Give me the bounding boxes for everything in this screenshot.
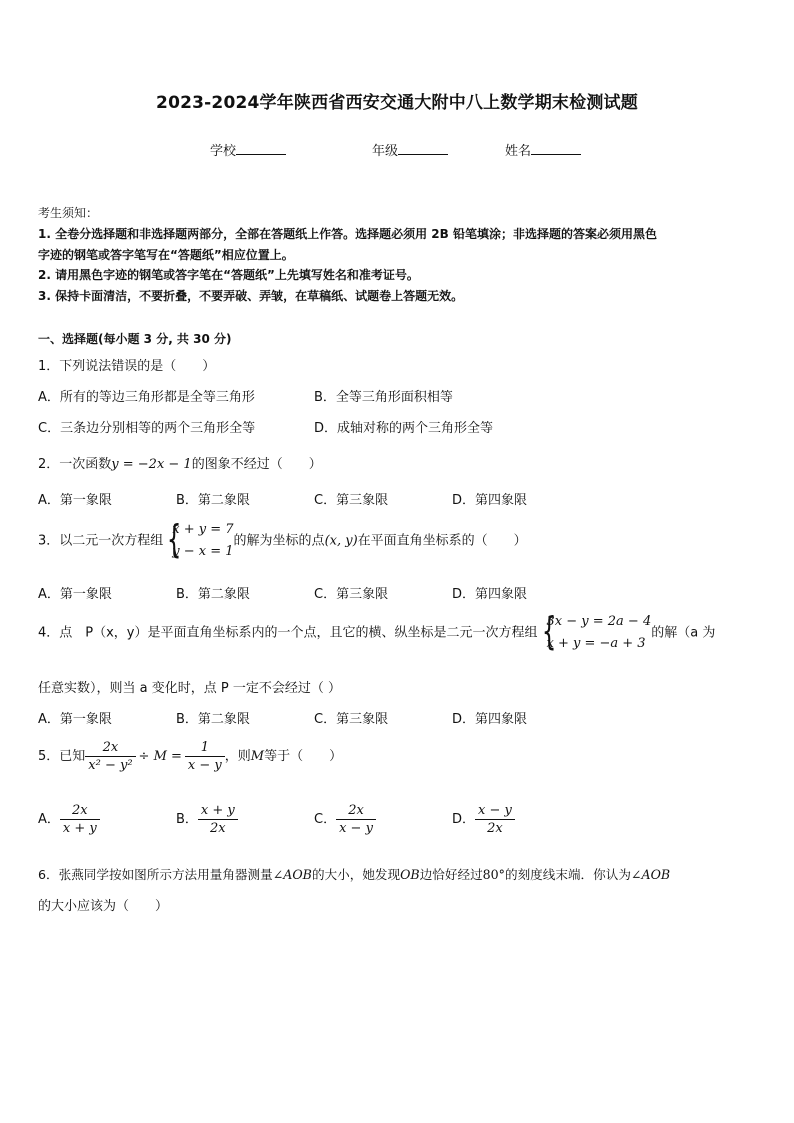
q5-pre: 5．已知 <box>38 749 86 764</box>
notice-line-1a: 1. 全卷分选择题和非选择题两部分，全部在答题纸上作答。选择题必须用 2B 铅笔填涂；非选择题的答案必须用黑色 <box>38 227 657 241</box>
q5-post2: 等于（ ） <box>264 749 343 764</box>
q6-stem <box>38 864 670 883</box>
q1-option-a: A．所有的等边三角形都是全等三角形 <box>38 390 255 405</box>
q6-mid3: 的刻度线末端．你认为 <box>504 867 631 882</box>
notice-line-1b: 字迹的钢笔或答字笔写在“答题纸”相应位置上。 <box>38 248 294 262</box>
q2-option-b: B．第二象限 <box>176 493 250 508</box>
q2-option-d: D．第四象限 <box>452 493 528 508</box>
q5-f1-numerator: 2x <box>85 740 135 757</box>
q4-equation-system <box>538 611 652 655</box>
section-heading: 一、选择题(每小题 3 分, 共 30 分) <box>38 332 232 346</box>
q5-fraction-2 <box>185 740 225 773</box>
q5-m: M <box>250 749 265 764</box>
q3-mid: 的解为坐标的点 <box>233 533 325 549</box>
q4-option-d: D．第四象限 <box>452 712 528 727</box>
q3-option-a: A．第一象限 <box>38 587 112 602</box>
q5-fraction-1 <box>85 740 135 773</box>
q4-pre: 4．点 P（x，y）是平面直角坐标系内的一个点，且它的横、纵坐标是二元一次方程组 <box>38 625 538 641</box>
q4-eq1: 3x − y = 2a − 4 <box>546 614 652 629</box>
q5-b-numerator: x + y <box>198 803 238 820</box>
q3-point: (x, y) <box>324 533 358 549</box>
q3-equation-system <box>163 519 233 563</box>
q5-a-fraction <box>60 803 100 836</box>
notice-line-2: 2. 请用黑色字迹的钢笔或答字笔在“答题纸”上先填写姓名和准考证号。 <box>38 268 419 282</box>
q5-c-denominator: x − y <box>339 821 373 836</box>
q5-option-d <box>452 803 515 836</box>
q4-eq2: x + y = −a + 3 <box>546 636 646 651</box>
q1-option-b: B．全等三角形面积相等 <box>314 390 453 405</box>
name-field <box>505 140 581 159</box>
q6-stem-line2: 的大小应该为（ ） <box>38 899 169 914</box>
q5-d-label: D． <box>452 812 476 827</box>
q5-d-numerator: x − y <box>475 803 515 820</box>
q5-option-a <box>38 803 100 836</box>
grade-blank <box>398 142 448 155</box>
q6-mid2: 边恰好经过 <box>419 867 483 882</box>
q3-post: 在平面直角坐标系的（ ） <box>357 533 527 549</box>
q5-option-b <box>176 803 238 836</box>
q5-b-label: B． <box>176 812 198 827</box>
q2-post: 的图象不经过（ ） <box>191 457 322 472</box>
q4-option-c: C．第三象限 <box>314 712 389 727</box>
q3-eq1: x + y = 7 <box>172 522 234 537</box>
q5-d-denominator: 2x <box>487 821 503 836</box>
q5-a-numerator: 2x <box>60 803 100 820</box>
q5-post: ，则 <box>224 749 251 764</box>
q3-pre: 3．以二元一次方程组 <box>38 533 164 549</box>
page-title: 2023-2024学年陕西省西安交通大附中八上数学期末检测试题 <box>156 93 638 113</box>
q6-angle-1: ∠AOB <box>272 867 312 882</box>
q5-b-fraction <box>198 803 238 836</box>
q5-option-c <box>314 803 376 836</box>
q5-stem <box>38 740 342 773</box>
q3-brace: { <box>167 517 182 561</box>
q4-brace: { <box>541 609 556 653</box>
q5-c-numerator: 2x <box>336 803 376 820</box>
grade-field <box>372 140 448 159</box>
q6-pre: 6．张燕同学按如图所示方法用量角器测量 <box>38 867 273 882</box>
q2-option-c: C．第三象限 <box>314 493 389 508</box>
q3-eq2: y − x = 1 <box>172 544 234 559</box>
grade-label: 年级 <box>372 144 399 159</box>
q5-f1-denominator: x² − y² <box>88 758 133 773</box>
q4-option-b: B．第二象限 <box>176 712 250 727</box>
q1-option-c: C．三条边分别相等的两个三角形全等 <box>38 421 256 436</box>
q4-option-a: A．第一象限 <box>38 712 112 727</box>
q4-stem-line2: 任意实数），则当 a 变化时，点 P 一定不会经过（ ） <box>38 681 341 696</box>
school-blank <box>236 142 286 155</box>
name-blank <box>531 142 581 155</box>
q3-option-d: D．第四象限 <box>452 587 528 602</box>
q1-stem: 1．下列说法错误的是（ ） <box>38 359 216 374</box>
q5-b-denominator: 2x <box>210 821 226 836</box>
q5-a-denominator: x + y <box>62 821 97 836</box>
notice-heading: 考生须知： <box>38 206 99 220</box>
q6-ob: OB <box>400 867 420 882</box>
q5-d-fraction <box>475 803 515 836</box>
q6-mid: 的大小，她发现 <box>311 867 401 882</box>
q5-c-label: C． <box>314 812 337 827</box>
q3-option-b: B．第二象限 <box>176 587 250 602</box>
school-label: 学校 <box>210 144 237 159</box>
q5-f2-numerator: 1 <box>185 740 225 757</box>
q5-a-label: A． <box>38 812 60 827</box>
q5-operator: ÷ M = <box>138 749 182 764</box>
q5-f2-denominator: x − y <box>187 758 222 773</box>
q2-stem <box>38 453 322 472</box>
notice-line-3: 3. 保持卡面清洁，不要折叠，不要弄破、弄皱，在草稿纸、试题卷上答题无效。 <box>38 289 464 303</box>
q4-stem <box>38 611 715 655</box>
q3-option-c: C．第三象限 <box>314 587 389 602</box>
q6-degree: 80° <box>482 867 505 882</box>
q6-angle-2: ∠AOB <box>630 867 671 882</box>
q5-c-fraction <box>336 803 376 836</box>
q1-option-d: D．成轴对称的两个三角形全等 <box>314 421 494 436</box>
q3-stem <box>38 519 527 563</box>
school-field <box>210 140 286 159</box>
name-label: 姓名 <box>505 144 532 159</box>
q2-option-a: A．第一象限 <box>38 493 112 508</box>
q2-pre: 2．一次函数 <box>38 457 112 472</box>
q2-function: y = −2x − 1 <box>111 457 192 472</box>
q4-post: 的解（a 为 <box>651 625 716 641</box>
